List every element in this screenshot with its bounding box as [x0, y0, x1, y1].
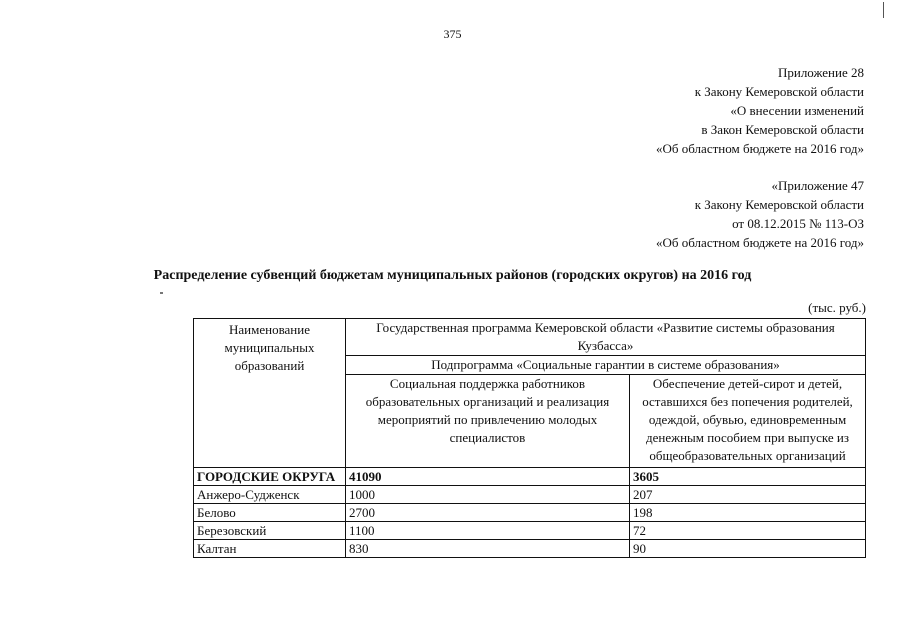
table-row — [194, 522, 866, 540]
row-value-b: 207 — [630, 486, 866, 504]
row-value-a: 41090 — [346, 468, 630, 486]
appendix-line: к Закону Кемеровской области — [694, 84, 864, 99]
appendix-line: от 08.12.2015 № 113-ОЗ — [732, 216, 864, 231]
table-row-total — [194, 468, 866, 486]
header-measure-staff-support: Социальная поддержка работников образовательных организаций и реализация мероприятий по привлечению молодых специалистов — [346, 375, 630, 468]
table-row — [194, 504, 866, 522]
row-value-a: 1100 — [346, 522, 630, 540]
document-title: Распределение субвенций бюджетам муниципальных районов (городских округов) на 2016 год — [153, 268, 752, 283]
row-name: ГОРОДСКИЕ ОКРУГА — [194, 468, 346, 486]
header-program: Государственная программа Кемеровской области «Развитие системы образования Кузбасса» — [346, 319, 866, 356]
units-label: (тыс. руб.) — [808, 300, 866, 315]
row-name: Белово — [194, 504, 346, 522]
row-name: Калтан — [194, 540, 346, 558]
row-value-a: 1000 — [346, 486, 630, 504]
header-municipality: Наименование муниципальных образований — [194, 319, 346, 468]
row-name: Анжеро-Судженск — [194, 486, 346, 504]
appendix-line: «Приложение 47 — [771, 178, 864, 193]
row-value-b: 72 — [630, 522, 866, 540]
appendix-line: к Закону Кемеровской области — [694, 197, 864, 212]
row-value-a: 830 — [346, 540, 630, 558]
row-name: Березовский — [194, 522, 346, 540]
subsidy-table — [193, 318, 866, 558]
appendix-line: «Об областном бюджете на 2016 год» — [656, 235, 864, 250]
row-value-a: 2700 — [346, 504, 630, 522]
appendix-line: «О внесении изменений — [730, 103, 864, 118]
header-measure-orphans-support: Обеспечение детей-сирот и детей, оставшихся без попечения родителей, одеждой, обувью, единовременным денежным пособием при выпуске из общеобразовательных организаций — [630, 375, 866, 468]
scan-edge-mark — [883, 2, 884, 18]
row-value-b: 198 — [630, 504, 866, 522]
page-number: 375 — [443, 27, 462, 41]
table-row — [194, 540, 866, 558]
header-subprogram: Подпрограмма «Социальные гарантии в системе образования» — [346, 356, 866, 375]
appendix-line: Приложение 28 — [777, 65, 864, 80]
appendix-line: в Закон Кемеровской области — [701, 122, 864, 137]
table-row — [194, 486, 866, 504]
appendix-line: «Об областном бюджете на 2016 год» — [656, 141, 864, 156]
appendix-amendment-block — [656, 63, 864, 158]
scan-speck — [160, 292, 163, 294]
row-value-b: 90 — [630, 540, 866, 558]
row-value-b: 3605 — [630, 468, 866, 486]
appendix-original-block — [656, 176, 864, 252]
